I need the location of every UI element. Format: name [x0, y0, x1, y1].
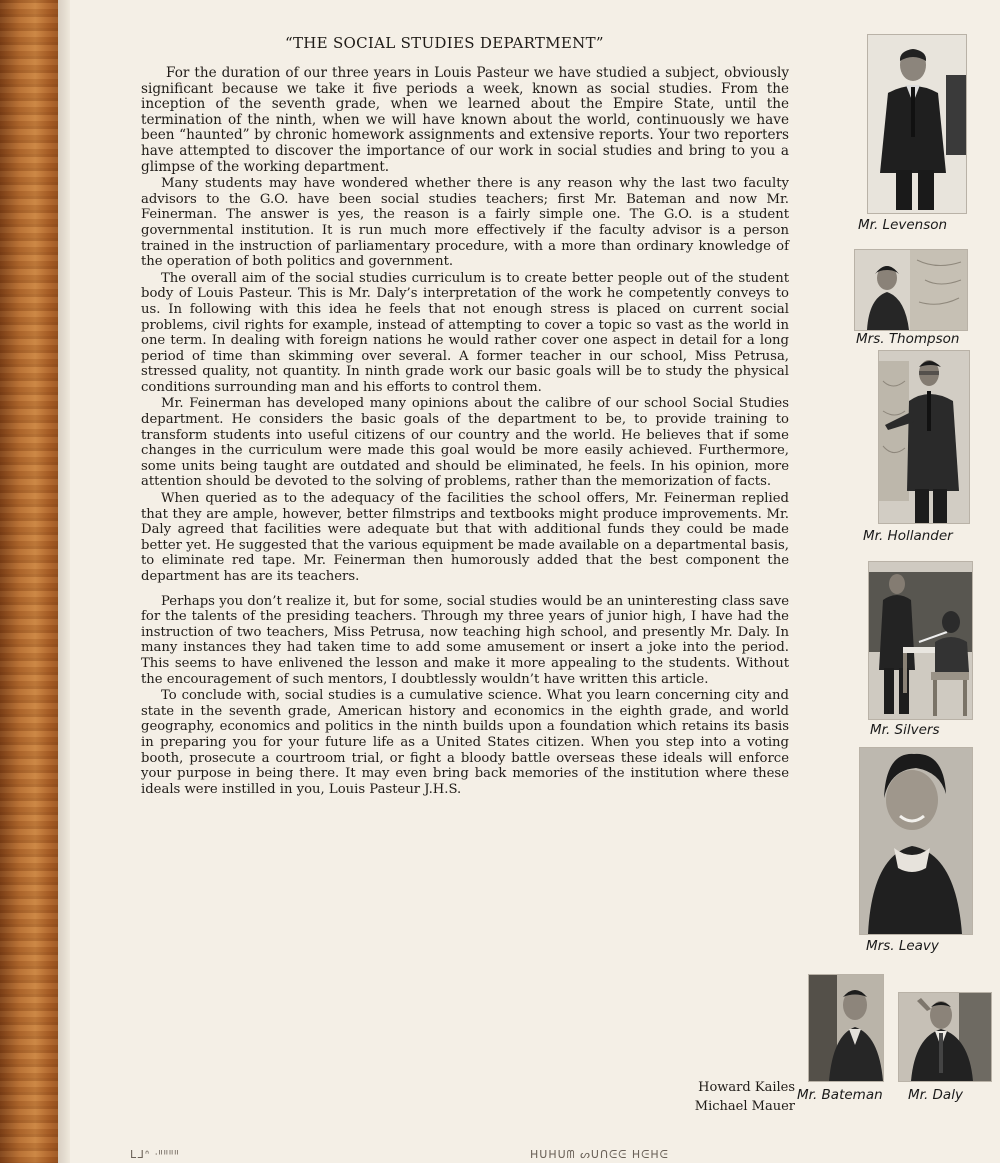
page-edge [58, 0, 70, 1163]
portrait-image [899, 993, 991, 1081]
caption-thompson: Mrs. Thompson [856, 331, 960, 347]
portrait-image [869, 562, 972, 719]
caption-leavy: Mrs. Leavy [866, 938, 939, 954]
photo-bateman [808, 974, 884, 1082]
portrait-image [879, 351, 969, 523]
footer-text-left: ᒪᒧᐢ ᐧᐦᐦᐦᐦ [130, 1148, 180, 1161]
caption-hollander: Mr. Hollander [863, 528, 953, 544]
photo-hollander [878, 350, 970, 524]
paragraph-5: When queried as to the adequacy of the facilities the school offers, Mr. Feinerman replied that they are ample, however, better filmstrips and textbooks might produce improvements. Mr. Daly agreed that facilities were adequate but that with additional funds they could be made better yet. He suggested that the various equipment be made available on a departmental basis, to eliminate red tape. Mr. Feinerman then humorously added that the best component the department has are its teachers. [141, 491, 789, 584]
photo-levenson [867, 34, 967, 214]
photo-daly [898, 992, 992, 1082]
yearbook-page [70, 0, 1000, 1163]
portrait-image [809, 975, 883, 1081]
photo-thompson [854, 249, 968, 331]
caption-levenson: Mr. Levenson [858, 217, 948, 233]
paragraph-4: Mr. Feinerman has developed many opinions about the calibre of our school Social Studies department. He considers the basic goals of the department to be, to provide training to transform students into useful citizens of our country and the world. He believes that if some changes in the curriculum were made this goal would be more easily achieved. Furthermore, some units being taught are outdated and should be eliminated, he feels. In his opinion, more attention should be devoted to the solving of problems, rather than the memorization of facts. [141, 396, 789, 490]
photo-silvers [868, 561, 973, 720]
caption-silvers: Mr. Silvers [870, 722, 940, 738]
author-name: Michael Mauer [694, 1099, 795, 1114]
footer-text-right: ᕼᑌᕼᑌᗰ ᔕᑌᑎᕮᕮ ᕼᕮᕼᕮ [530, 1148, 669, 1161]
portrait-image [855, 250, 967, 330]
paragraph-3: The overall aim of the social studies curriculum is to create better people out of the student body of Louis Pasteur. This is Mr. Daly’s interpretation of the work he competently conveys to us. In following with this idea he feels that not enough stress is placed on current social problems, civil rights for example, instead of attempting to cover a topic so vast as the world in one term. In dealing with foreign nations he would rather cover one aspect in detail for a long period of time than skimming over several. A former teacher in our school, Miss Petrusa, stressed quality, not quantity. In ninth grade work our basic goals will be to study the physical conditions surrounding man and his efforts to control them. [141, 270, 789, 395]
paragraph-7: To conclude with, social studies is a cumulative science. What you learn concerning city and state in the seventh grade, American history and economics in the eighth grade, and world geography, economics and politics in the ninth builds upon a foundation which retains its basis in preparing you for your future life as a United States citizen. When you step into a voting booth, prosecute a courtroom trial, or fight a bloody battle overseas these ideals will enforce your purpose in being there. It may even bring back memories of the institution where these ideals were instilled in you, Louis Pasteur J.H.S. [141, 688, 789, 797]
author-name: Howard Kailes [698, 1080, 795, 1095]
caption-daly: Mr. Daly [908, 1087, 963, 1103]
book-spine [0, 0, 64, 1163]
article-body [141, 66, 789, 798]
photo-leavy [859, 747, 973, 935]
paragraph-2: Many students may have wondered whether there is any reason why the last two faculty advisors to the G.O. have been social studies teachers; first Mr. Bateman and now Mr. Feinerman. The answer is yes, the reason is a fairly simple one. The G.O. is a student governmental institution. It is run much more effectively if the faculty advisor is a person trained in the instruction of parliamentary procedure, with a more than ordinary knowledge of the operation of both politics and government. [141, 176, 789, 270]
portrait-image [860, 748, 972, 934]
paragraph-1: For the duration of our three years in Louis Pasteur we have studied a subject, obviously significant because we take it five periods a week, known as social studies. From the inception of the seventh grade, when we learned about the Empire State, until the termination of the ninth, when we will have known about the world, continuously we have been “haunted” by chronic homework assignments and extensive reports. Your two reporters have attempted to discover the importance of our work in social studies and bring to you a glimpse of the working department. [141, 65, 789, 175]
portrait-image [868, 35, 966, 213]
caption-bateman: Mr. Bateman [797, 1087, 883, 1103]
paragraph-6: Perhaps you don’t realize it, but for some, social studies would be an uninteresting class save for the talents of the presiding teachers. Through my three years of junior high, I have had the instruction of two teachers, Miss Petrusa, now teaching high school, and presently Mr. Daly. In many instances they had taken time to add some amusement or insert a joke into the period. This seems to have enlivened the lesson and make it more appealing to the students. Without the encouragement of such mentors, I doubtlessly wouldn’t have written this article. [141, 593, 789, 687]
article-title: “THE SOCIAL STUDIES DEPARTMENT” [285, 34, 604, 52]
author-signatures [655, 1078, 795, 1116]
